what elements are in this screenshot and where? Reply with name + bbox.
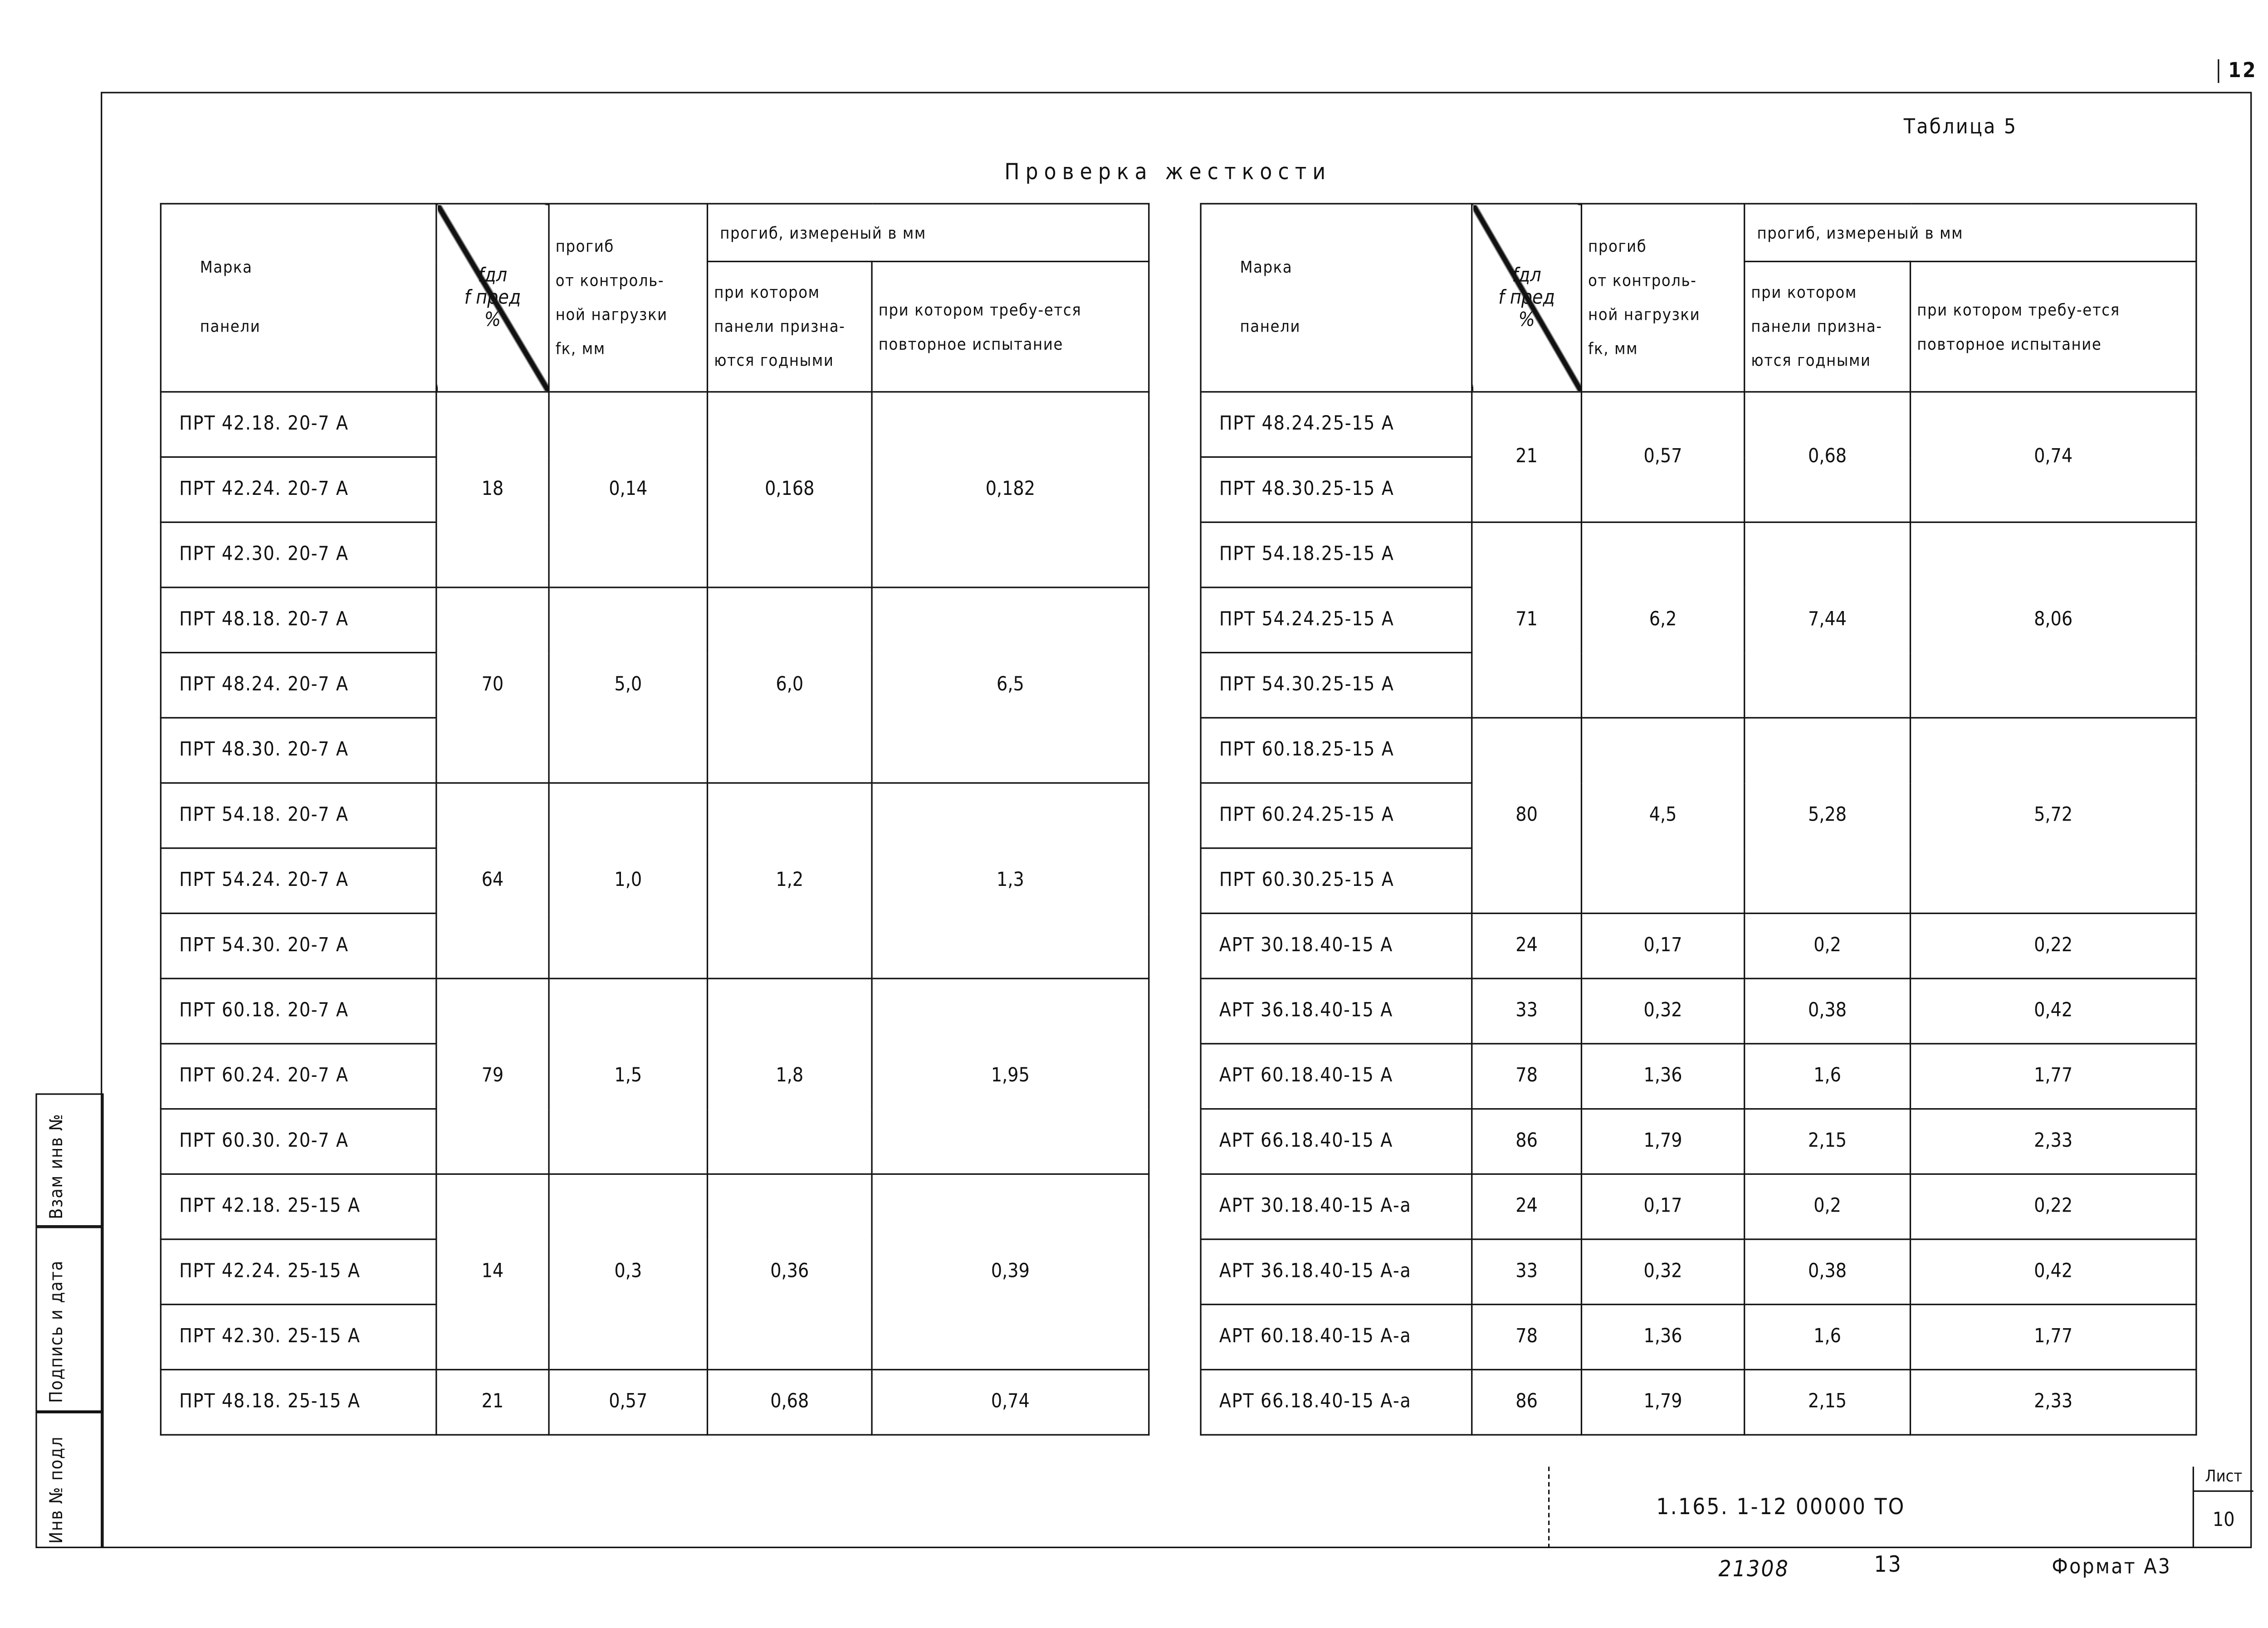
cell-retest: 0,42 — [1911, 978, 2196, 1044]
header-ratio-bottom: f пред — [464, 286, 521, 309]
cell-retest: 0,74 — [1911, 392, 2196, 522]
panel-mark: ПРТ 48.24. 20-7 А — [161, 653, 436, 718]
header-mark-line2: панели — [200, 317, 261, 337]
panel-mark: ПРТ 60.18.25-15 А — [1201, 718, 1472, 783]
table-row — [1201, 718, 2196, 783]
table-row — [1201, 1174, 2196, 1239]
table-title: Проверка жесткости — [1004, 158, 1332, 186]
footer-page: 13 — [1874, 1551, 1903, 1578]
cell-ratio: 64 — [436, 783, 549, 978]
cell-accepted: 0,36 — [708, 1174, 872, 1369]
panel-mark: ПРТ 60.30. 20-7 А — [161, 1109, 436, 1174]
header-control-load-line: от контроль- — [1588, 271, 1697, 291]
cell-accepted: 0,2 — [1745, 1174, 1911, 1239]
table-row — [161, 1369, 1149, 1435]
panel-mark: ПРТ 60.24. 20-7 А — [161, 1044, 436, 1109]
panel-mark: АРТ 60.18.40-15 А — [1201, 1044, 1472, 1109]
cell-retest: 1,77 — [1911, 1305, 2196, 1370]
cell-ratio: 21 — [436, 1369, 549, 1435]
header-row — [161, 204, 1149, 261]
cell-fk: 0,57 — [1581, 392, 1744, 522]
cell-fk: 1,0 — [549, 783, 707, 978]
stiffness-table-right — [1200, 203, 2197, 1435]
panel-mark: ПРТ 54.24. 20-7 А — [161, 848, 436, 914]
cell-ratio: 24 — [1472, 1174, 1582, 1239]
cell-ratio: 78 — [1472, 1044, 1582, 1109]
table-row — [161, 978, 1149, 1044]
stiffness-table-left — [160, 203, 1150, 1435]
cell-ratio: 21 — [1472, 392, 1582, 522]
header-accepted: при котором панели призна-ются годными — [708, 261, 872, 391]
cell-retest: 0,39 — [872, 1174, 1149, 1369]
panel-mark: ПРТ 54.18.25-15 А — [1201, 522, 1472, 587]
table-row — [161, 783, 1149, 848]
stamp-replaced-inv — [35, 1093, 103, 1227]
cell-accepted: 0,2 — [1745, 913, 1911, 978]
cell-accepted: 0,38 — [1745, 978, 1911, 1044]
cell-fk: 0,17 — [1581, 1174, 1744, 1239]
panel-mark: ПРТ 42.18. 25-15 А — [161, 1174, 436, 1239]
table-label: Таблица 5 — [1903, 115, 2018, 140]
table-row — [1201, 1044, 2196, 1109]
panel-mark: ПРТ 60.18. 20-7 А — [161, 978, 436, 1044]
header-measured: прогиб, измереный в мм — [1745, 204, 2196, 261]
footer-number: 21308 — [1718, 1555, 1790, 1583]
panel-mark: ПРТ 42.24. 20-7 А — [161, 457, 436, 523]
header-control-load-line: прогиб — [1588, 237, 1647, 257]
panel-mark: ПРТ 48.24.25-15 А — [1201, 392, 1472, 457]
panel-mark: АРТ 30.18.40-15 А-а — [1201, 1174, 1472, 1239]
cell-retest: 0,22 — [1911, 1174, 2196, 1239]
sheet-value: 10 — [2212, 1510, 2235, 1532]
cell-fk: 0,14 — [549, 392, 707, 587]
table-row — [1201, 978, 2196, 1044]
cell-ratio: 80 — [1472, 718, 1582, 913]
header-control-load-line: прогиб — [555, 237, 614, 257]
cell-accepted: 1,2 — [708, 783, 872, 978]
panel-mark: ПРТ 60.30.25-15 А — [1201, 848, 1472, 914]
cell-accepted: 1,6 — [1745, 1305, 1911, 1370]
cell-ratio: 14 — [436, 1174, 549, 1369]
cell-fk: 1,36 — [1581, 1305, 1744, 1370]
table-row — [1201, 1369, 2196, 1435]
header-ratio-unit: % — [484, 308, 501, 331]
panel-mark: ПРТ 54.30.25-15 А — [1201, 653, 1472, 718]
cell-accepted: 2,15 — [1745, 1369, 1911, 1435]
cell-retest: 2,33 — [1911, 1109, 2196, 1174]
header-control-load-line: ной нагрузки — [555, 305, 668, 325]
panel-mark: АРТ 30.18.40-15 А — [1201, 913, 1472, 978]
cell-fk: 0,17 — [1581, 913, 1744, 978]
panel-mark: ПРТ 42.30. 25-15 А — [161, 1305, 436, 1370]
sheet-box — [2193, 1467, 2253, 1548]
cell-accepted: 0,68 — [1745, 392, 1911, 522]
cell-fk: 5,0 — [549, 587, 707, 783]
header-retest: при котором требу-ется повторное испытание — [872, 261, 1149, 391]
panel-mark: ПРТ 54.30. 20-7 А — [161, 913, 436, 978]
cell-ratio: 70 — [436, 587, 549, 783]
cell-retest: 0,22 — [1911, 913, 2196, 978]
table-row — [161, 1174, 1149, 1239]
header-mark-line2: панели — [1240, 317, 1301, 337]
panel-mark: ПРТ 42.30. 20-7 А — [161, 522, 436, 587]
cell-fk: 0,57 — [549, 1369, 707, 1435]
stamp-signature-date — [35, 1227, 103, 1412]
header-control-load — [549, 204, 707, 392]
panel-mark: АРТ 66.18.40-15 А — [1201, 1109, 1472, 1174]
cell-retest: 8,06 — [1911, 522, 2196, 718]
header-ratio-unit: % — [1518, 308, 1535, 331]
table-row — [1201, 1109, 2196, 1174]
header-ratio-top: fдл — [1512, 264, 1541, 287]
header-mark — [161, 204, 436, 392]
stamp-inv-original — [35, 1412, 103, 1548]
table-row — [161, 392, 1149, 457]
panel-mark: ПРТ 60.24.25-15 А — [1201, 783, 1472, 848]
cell-accepted: 1,6 — [1745, 1044, 1911, 1109]
cell-ratio: 79 — [436, 978, 549, 1174]
cell-retest: 0,74 — [872, 1369, 1149, 1435]
cell-ratio: 24 — [1472, 913, 1582, 978]
cell-ratio: 86 — [1472, 1109, 1582, 1174]
panel-mark: ПРТ 42.24. 25-15 А — [161, 1239, 436, 1305]
cell-ratio: 33 — [1472, 978, 1582, 1044]
panel-mark: ПРТ 42.18. 20-7 А — [161, 392, 436, 457]
stamp-signature-date-label: Подпись и дата — [46, 1260, 67, 1403]
header-control-load-line: ной нагрузки — [1588, 305, 1701, 325]
panel-mark: АРТ 36.18.40-15 А — [1201, 978, 1472, 1044]
header-mark-line1: Марка — [200, 258, 253, 277]
cell-retest: 5,72 — [1911, 718, 2196, 913]
cell-accepted: 1,8 — [708, 978, 872, 1174]
cell-retest: 1,77 — [1911, 1044, 2196, 1109]
panel-mark: ПРТ 48.30. 20-7 А — [161, 718, 436, 783]
header-retest: при котором требу-ется повторное испытание — [1911, 261, 2196, 391]
panel-mark: АРТ 66.18.40-15 А-а — [1201, 1369, 1472, 1435]
cell-accepted: 7,44 — [1745, 522, 1911, 718]
sheet-number-top: 12 — [2218, 59, 2257, 83]
cell-fk: 1,79 — [1581, 1369, 1744, 1435]
cell-accepted: 2,15 — [1745, 1109, 1911, 1174]
cell-retest: 1,95 — [872, 978, 1149, 1174]
panel-mark: ПРТ 48.30.25-15 А — [1201, 457, 1472, 523]
header-measured: прогиб, измереный в мм — [708, 204, 1149, 261]
panel-mark: АРТ 36.18.40-15 А-а — [1201, 1239, 1472, 1305]
panel-mark: ПРТ 54.18. 20-7 А — [161, 783, 436, 848]
cell-fk: 0,3 — [549, 1174, 707, 1369]
cell-ratio: 33 — [1472, 1239, 1582, 1305]
title-block-divider — [1548, 1467, 1551, 1548]
header-row — [1201, 204, 2196, 261]
stamp-replaced-inv-label: Взам инв № — [46, 1113, 67, 1219]
panel-mark: ПРТ 54.24.25-15 А — [1201, 587, 1472, 653]
cell-fk: 4,5 — [1581, 718, 1744, 913]
table-row — [1201, 913, 2196, 978]
header-control-load-line: от контроль- — [555, 271, 665, 291]
table-row — [1201, 1239, 2196, 1305]
header-accepted: при котором панели призна-ются годными — [1745, 261, 1911, 391]
panel-mark: ПРТ 48.18. 20-7 А — [161, 587, 436, 653]
cell-retest: 2,33 — [1911, 1369, 2196, 1435]
cell-fk: 1,36 — [1581, 1044, 1744, 1109]
header-control-load-line: fк, мм — [1588, 339, 1638, 359]
sheet-label: Лист — [2194, 1467, 2253, 1492]
cell-fk: 0,32 — [1581, 1239, 1744, 1305]
header-mark-line1: Марка — [1240, 258, 1293, 277]
header-ratio — [1472, 204, 1582, 392]
cell-ratio: 78 — [1472, 1305, 1582, 1370]
document-code: 1.165. 1-12 00000 ТО — [1656, 1493, 1906, 1520]
cell-retest: 1,3 — [872, 783, 1149, 978]
cell-ratio: 86 — [1472, 1369, 1582, 1435]
cell-retest: 0,42 — [1911, 1239, 2196, 1305]
cell-fk: 1,79 — [1581, 1109, 1744, 1174]
footer-format: Формат А3 — [2052, 1555, 2172, 1579]
table-row — [1201, 392, 2196, 457]
cell-accepted: 0,38 — [1745, 1239, 1911, 1305]
cell-fk: 6,2 — [1581, 522, 1744, 718]
header-control-load-line: fк, мм — [555, 339, 606, 359]
cell-ratio: 71 — [1472, 522, 1582, 718]
cell-retest: 6,5 — [872, 587, 1149, 783]
header-mark — [1201, 204, 1472, 392]
header-ratio-bottom: f пред — [1498, 286, 1555, 309]
cell-fk: 0,32 — [1581, 978, 1744, 1044]
cell-accepted: 6,0 — [708, 587, 872, 783]
stamp-inv-original-label: Инв № подл — [46, 1436, 67, 1544]
panel-mark: ПРТ 48.18. 25-15 А — [161, 1369, 436, 1435]
header-ratio-top: fдл — [478, 264, 508, 287]
table-row — [1201, 522, 2196, 587]
cell-fk: 1,5 — [549, 978, 707, 1174]
table-row — [161, 587, 1149, 653]
header-ratio — [436, 204, 549, 392]
cell-ratio: 18 — [436, 392, 549, 587]
header-control-load — [1581, 204, 1744, 392]
cell-accepted: 5,28 — [1745, 718, 1911, 913]
cell-accepted: 0,68 — [708, 1369, 872, 1435]
cell-retest: 0,182 — [872, 392, 1149, 587]
panel-mark: АРТ 60.18.40-15 А-а — [1201, 1305, 1472, 1370]
table-row — [1201, 1305, 2196, 1370]
cell-accepted: 0,168 — [708, 392, 872, 587]
